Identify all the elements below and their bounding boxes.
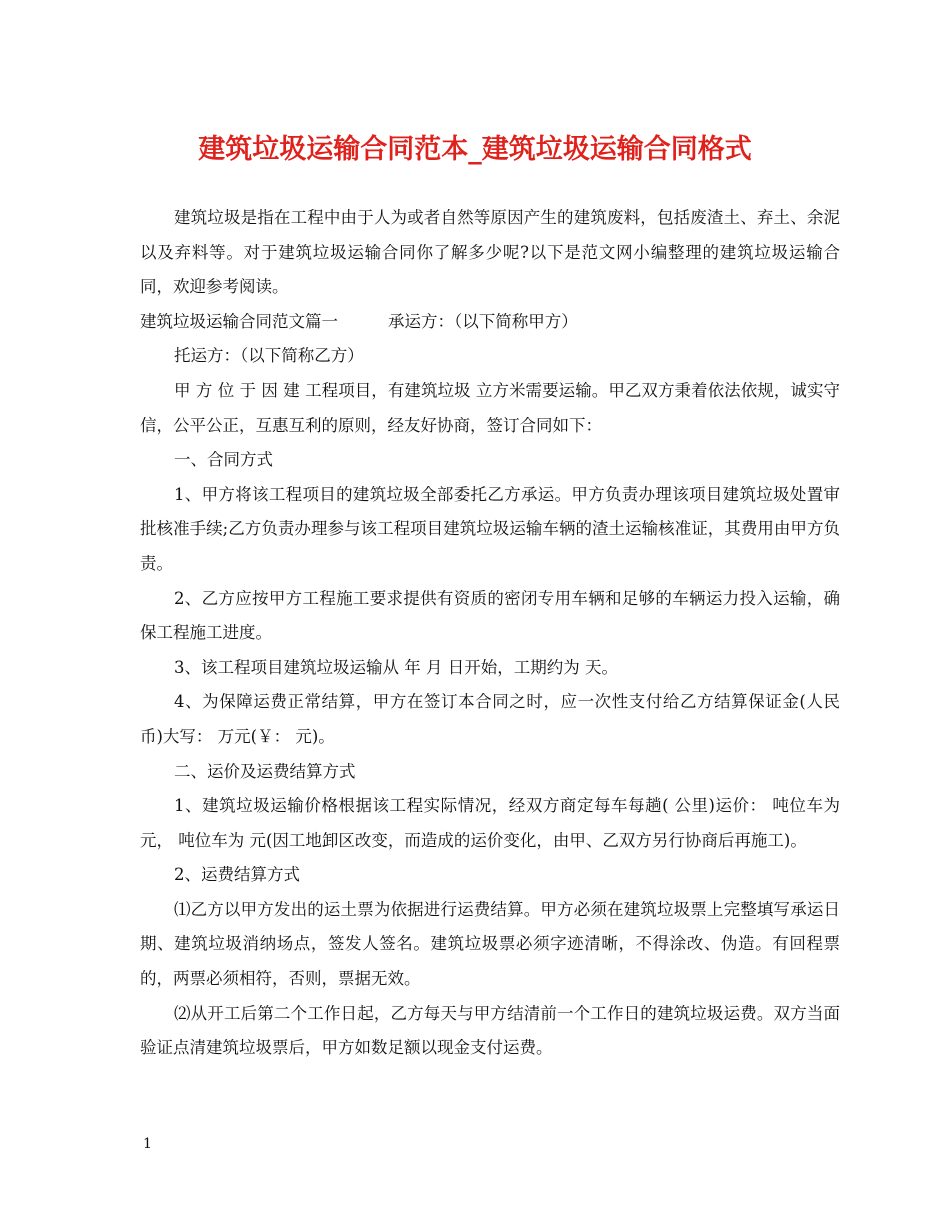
intro-paragraph: 建筑垃圾是指在工程中由于人为或者自然等原因产生的建筑废料，包括废渣土、弃土、余泥以及弃料等。对于建筑垃圾运输合同你了解多少呢?以下是范文网小编整理的建筑垃圾运输合同，欢迎参考阅读。 [140,208,840,297]
part1-item3: 3、该工程项目建筑垃圾运输从 年 月 日开始，工期约为 天。 [174,657,618,677]
shipper-line: 托运方：（以下简称乙方） [174,346,364,366]
part1-item4: 4、为保障运费正常结算，甲方在签订本合同之时，应一次性支付给乙方结算保证金(人民币)大写： 万元(￥： 元)。 [140,692,840,746]
part1-item2: 2、乙方应按甲方工程施工要求提供有资质的密闭专用车辆和足够的车辆运力投入运输，确保工程施工进度。 [140,588,840,643]
document-title: 建筑垃圾运输合同范本_建筑垃圾运输合同格式 [198,134,752,165]
part2-item1: 1、建筑垃圾运输价格根据该工程实际情况，经双方商定每车每趟( 公里)运价： 吨位车为 元， 吨位车为 元(因工地卸区改变，而造成的运价变化，由甲、乙双方另行协商后再施工)。 [140,796,840,850]
part2-item2: 2、运费结算方式 [174,865,300,885]
section-heading-line [140,305,840,340]
part1-heading: 一、合同方式 [174,450,273,470]
part2-item2-clause1: ⑴乙方以甲方发出的运土票为依据进行运费结算。甲方必须在建筑垃圾票上完整填写承运日期、建筑垃圾消纳场点，签发人签名。建筑垃圾票必须字迹清晰，不得涂改、伪造。有回程票的，两票必须相符，否则，票据无效。 [140,899,840,989]
part2-item2-clause2: ⑵从开工后第二个工作日起，乙方每天与甲方结清前一个工作日的建筑垃圾运费。双方当面验证点清建筑垃圾票后，甲方如数足额以现金支付运费。 [140,1003,840,1058]
preamble-paragraph: 甲 方 位 于 因 建 工程项目，有建筑垃圾 立方米需要运输。甲乙双方秉着依法依规，诚实守信，公平公正，互惠互利的原则，经友好协商，签订合同如下： [140,380,840,435]
section-heading: 建筑垃圾运输合同范文篇一 [140,311,338,331]
page-number: 1 [143,1136,152,1152]
part2-heading: 二、运价及运费结算方式 [174,761,356,781]
carrier-line: 承运方：（以下简称甲方） [388,311,578,331]
part1-item1: 1、甲方将该工程项目的建筑垃圾全部委托乙方承运。甲方负责办理该项目建筑垃圾处置审批核准手续;乙方负责办理参与该工程项目建筑垃圾运输车辆的渣土运输核准证，其费用由甲方负责。 [140,484,840,573]
document-body [140,201,840,1066]
